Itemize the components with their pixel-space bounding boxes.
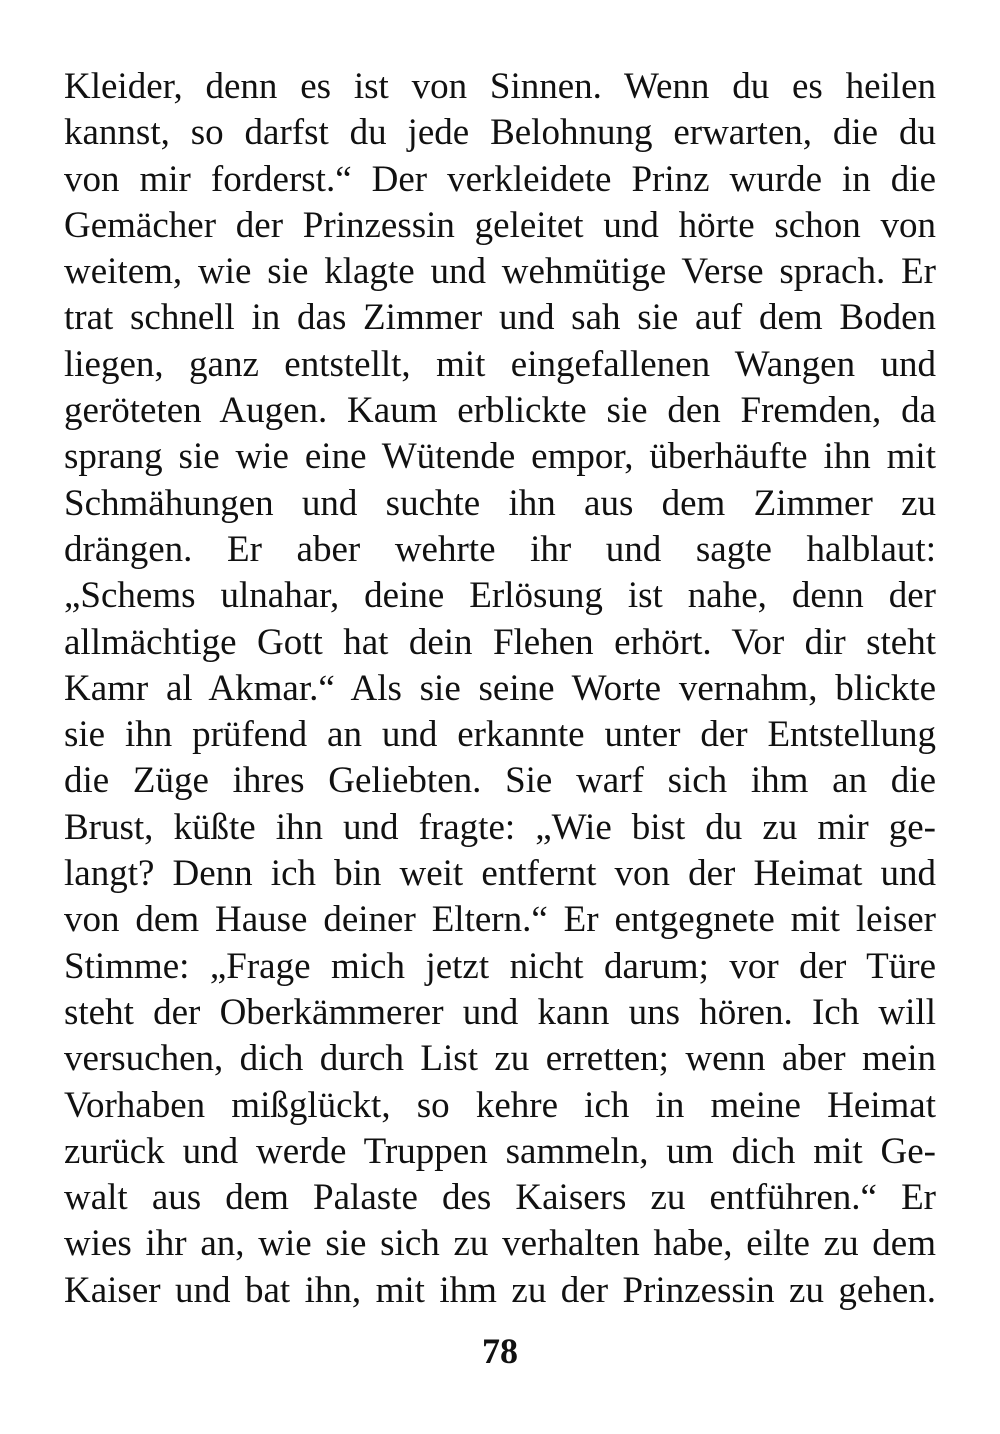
text-line: geröteten Augen. Kaum erblickte sie den Fremden, da: [64, 390, 936, 432]
text-line: Kamr al Akmar.“ Als sie seine Worte vernahm, blickte: [64, 667, 936, 709]
text-line: Schmähungen und suchte ihn aus dem Zimmer zu: [64, 482, 936, 524]
text-line: „Schems ulnahar, deine Erlösung ist nahe, denn der: [64, 575, 936, 617]
text-line: zurück und werde Truppen sammeln, um dich mit Ge-: [64, 1130, 936, 1172]
text-line: wies ihr an, wie sie sich zu verhalten habe, eilte zu dem: [64, 1223, 936, 1265]
text-line: sprang sie wie eine Wütende empor, überhäufte ihn mit: [64, 436, 936, 478]
text-line: sie ihn prüfend an und erkannte unter der Entstellung: [64, 714, 936, 756]
text-line: von mir forderst.“ Der verkleidete Prinz wurde in die: [64, 158, 936, 200]
text-line: drängen. Er aber wehrte ihr und sagte halblaut:: [64, 528, 936, 570]
text-line: versuchen, dich durch List zu erretten; wenn aber mein: [64, 1038, 936, 1080]
text-line: kannst, so darfst du jede Belohnung erwarten, die du: [64, 112, 936, 154]
text-line: steht der Oberkämmerer und kann uns hören. Ich will: [64, 991, 936, 1033]
body-text: [64, 64, 936, 1314]
text-line: von dem Hause deiner Eltern.“ Er entgegnete mit leiser: [64, 899, 936, 941]
text-line: weitem, wie sie klagte und wehmütige Verse sprach. Er: [64, 251, 936, 293]
text-line: Vorhaben mißglückt, so kehre ich in meine Heimat: [64, 1084, 936, 1126]
text-line: trat schnell in das Zimmer und sah sie auf dem Boden: [64, 297, 936, 339]
text-line: Kleider, denn es ist von Sinnen. Wenn du es heilen: [64, 66, 936, 107]
page-number: 78: [482, 1331, 518, 1371]
text-line: allmächtige Gott hat dein Flehen erhört. Vor dir steht: [64, 621, 936, 663]
text-line: Stimme: „Frage mich jetzt nicht darum; vor der Türe: [64, 945, 936, 987]
text-line: walt aus dem Palaste des Kaisers zu entführen.“ Er: [64, 1177, 936, 1219]
text-line: Brust, küßte ihn und fragte: „Wie bist du zu mir ge-: [64, 806, 936, 848]
text-line: die Züge ihres Geliebten. Sie warf sich ihm an die: [64, 760, 936, 802]
text-line: Gemächer der Prinzessin geleitet und hörte schon von: [64, 204, 936, 246]
text-line: langt? Denn ich bin weit entfernt von der Heimat und: [64, 853, 936, 895]
text-line: liegen, ganz entstellt, mit eingefallenen Wangen und: [64, 343, 936, 385]
text-line: Kaiser und bat ihn, mit ihm zu der Prinzessin zu gehen.: [64, 1269, 936, 1311]
